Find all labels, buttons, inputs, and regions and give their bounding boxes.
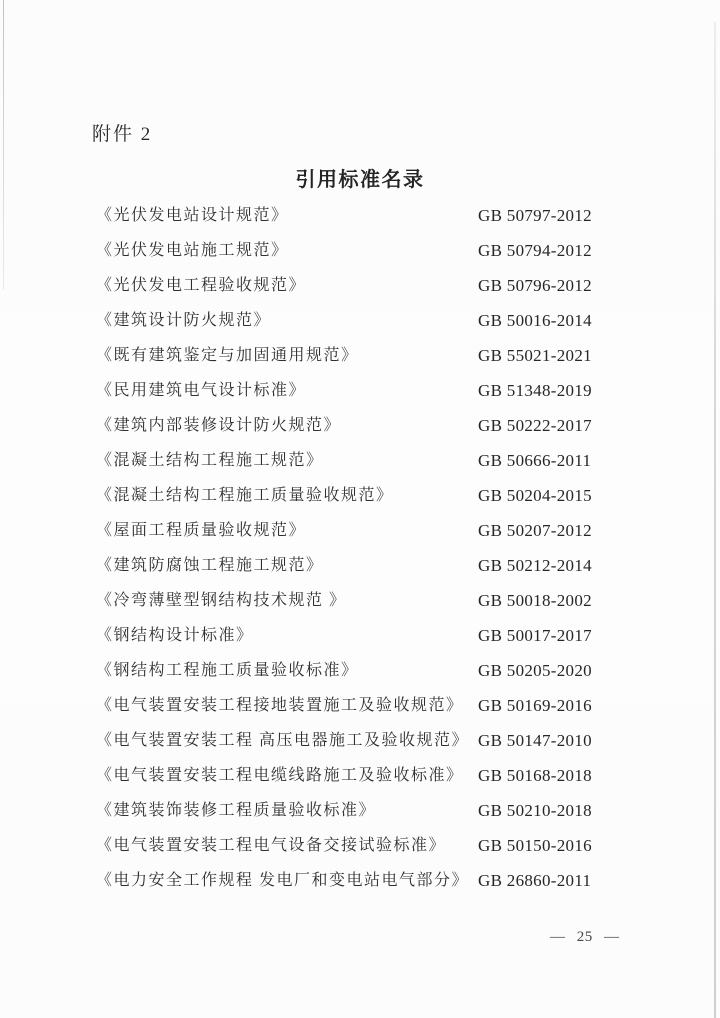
standard-code: GB 55021-2021 (478, 345, 592, 365)
standard-row (96, 616, 656, 651)
standard-name: 《民用建筑电气设计标准》 (96, 382, 307, 399)
standard-row (96, 406, 656, 441)
standard-code: GB 50797-2012 (478, 205, 592, 225)
standard-row (96, 196, 656, 231)
standard-name: 《光伏发电工程验收规范》 (96, 277, 307, 294)
standard-code: GB 50150-2016 (478, 835, 592, 855)
standard-code: GB 50207-2012 (478, 520, 592, 540)
standard-row (96, 336, 656, 371)
standard-code: GB 26860-2011 (478, 870, 592, 890)
standard-name: 《光伏发电站施工规范》 (96, 242, 289, 259)
standard-code: GB 50666-2011 (478, 450, 592, 470)
standard-row (96, 301, 656, 336)
standard-row (96, 441, 656, 476)
standard-code: GB 50204-2015 (478, 485, 592, 505)
standard-code: GB 50017-2017 (478, 625, 592, 645)
page-number: — 25 — (550, 929, 620, 945)
standard-row (96, 721, 656, 756)
standard-name: 《混凝土结构工程施工规范》 (96, 452, 324, 469)
standard-row (96, 546, 656, 581)
standard-name: 《电气装置安装工程接地装置施工及验收规范》 (96, 697, 464, 714)
standard-code: GB 50018-2002 (478, 590, 592, 610)
standard-name: 《光伏发电站设计规范》 (96, 207, 289, 224)
standard-code: GB 50016-2014 (478, 310, 592, 330)
standard-name: 《钢结构工程施工质量验收标准》 (96, 662, 359, 679)
standard-row (96, 581, 656, 616)
standard-name: 《钢结构设计标准》 (96, 627, 254, 644)
standard-row (96, 511, 656, 546)
standard-code: GB 50205-2020 (478, 660, 592, 680)
standard-name: 《混凝土结构工程施工质量验收规范》 (96, 487, 394, 504)
standard-name: 《建筑内部装修设计防火规范》 (96, 417, 342, 434)
standard-row (96, 231, 656, 266)
standard-row (96, 756, 656, 791)
standard-row (96, 371, 656, 406)
standard-name: 《既有建筑鉴定与加固通用规范》 (96, 347, 359, 364)
standards-list (96, 196, 656, 896)
standard-row (96, 266, 656, 301)
standard-code: GB 50794-2012 (478, 240, 592, 260)
standard-row (96, 791, 656, 826)
standard-name: 《电力安全工作规程 发电厂和变电站电气部分》 (96, 872, 470, 889)
standard-code: GB 50222-2017 (478, 415, 592, 435)
standard-name: 《屋面工程质量验收规范》 (96, 522, 307, 539)
standard-code: GB 51348-2019 (478, 380, 592, 400)
scan-edge-left (3, 0, 4, 290)
standard-name: 《建筑设计防火规范》 (96, 312, 272, 329)
standard-code: GB 50169-2016 (478, 695, 592, 715)
page-title: 引用标准名录 (295, 169, 425, 191)
standard-row (96, 651, 656, 686)
standard-code: GB 50212-2014 (478, 555, 592, 575)
standard-row (96, 686, 656, 721)
standard-code: GB 50168-2018 (478, 765, 592, 785)
standard-name: 《电气装置安装工程电缆线路施工及验收标准》 (96, 767, 464, 784)
standard-code: GB 50147-2010 (478, 730, 592, 750)
standard-name: 《电气装置安装工程 高压电器施工及验收规范》 (96, 732, 470, 749)
attachment-label: 附件 2 (92, 124, 153, 145)
standard-name: 《电气装置安装工程电气设备交接试验标准》 (96, 837, 447, 854)
standard-name: 《建筑装饰装修工程质量验收标准》 (96, 802, 377, 819)
standard-name: 《冷弯薄壁型钢结构技术规范 》 (96, 592, 347, 609)
standard-code: GB 50210-2018 (478, 800, 592, 820)
standard-name: 《建筑防腐蚀工程施工规范》 (96, 557, 324, 574)
standard-row (96, 826, 656, 861)
standard-code: GB 50796-2012 (478, 275, 592, 295)
standard-row (96, 861, 656, 896)
standard-row (96, 476, 656, 511)
